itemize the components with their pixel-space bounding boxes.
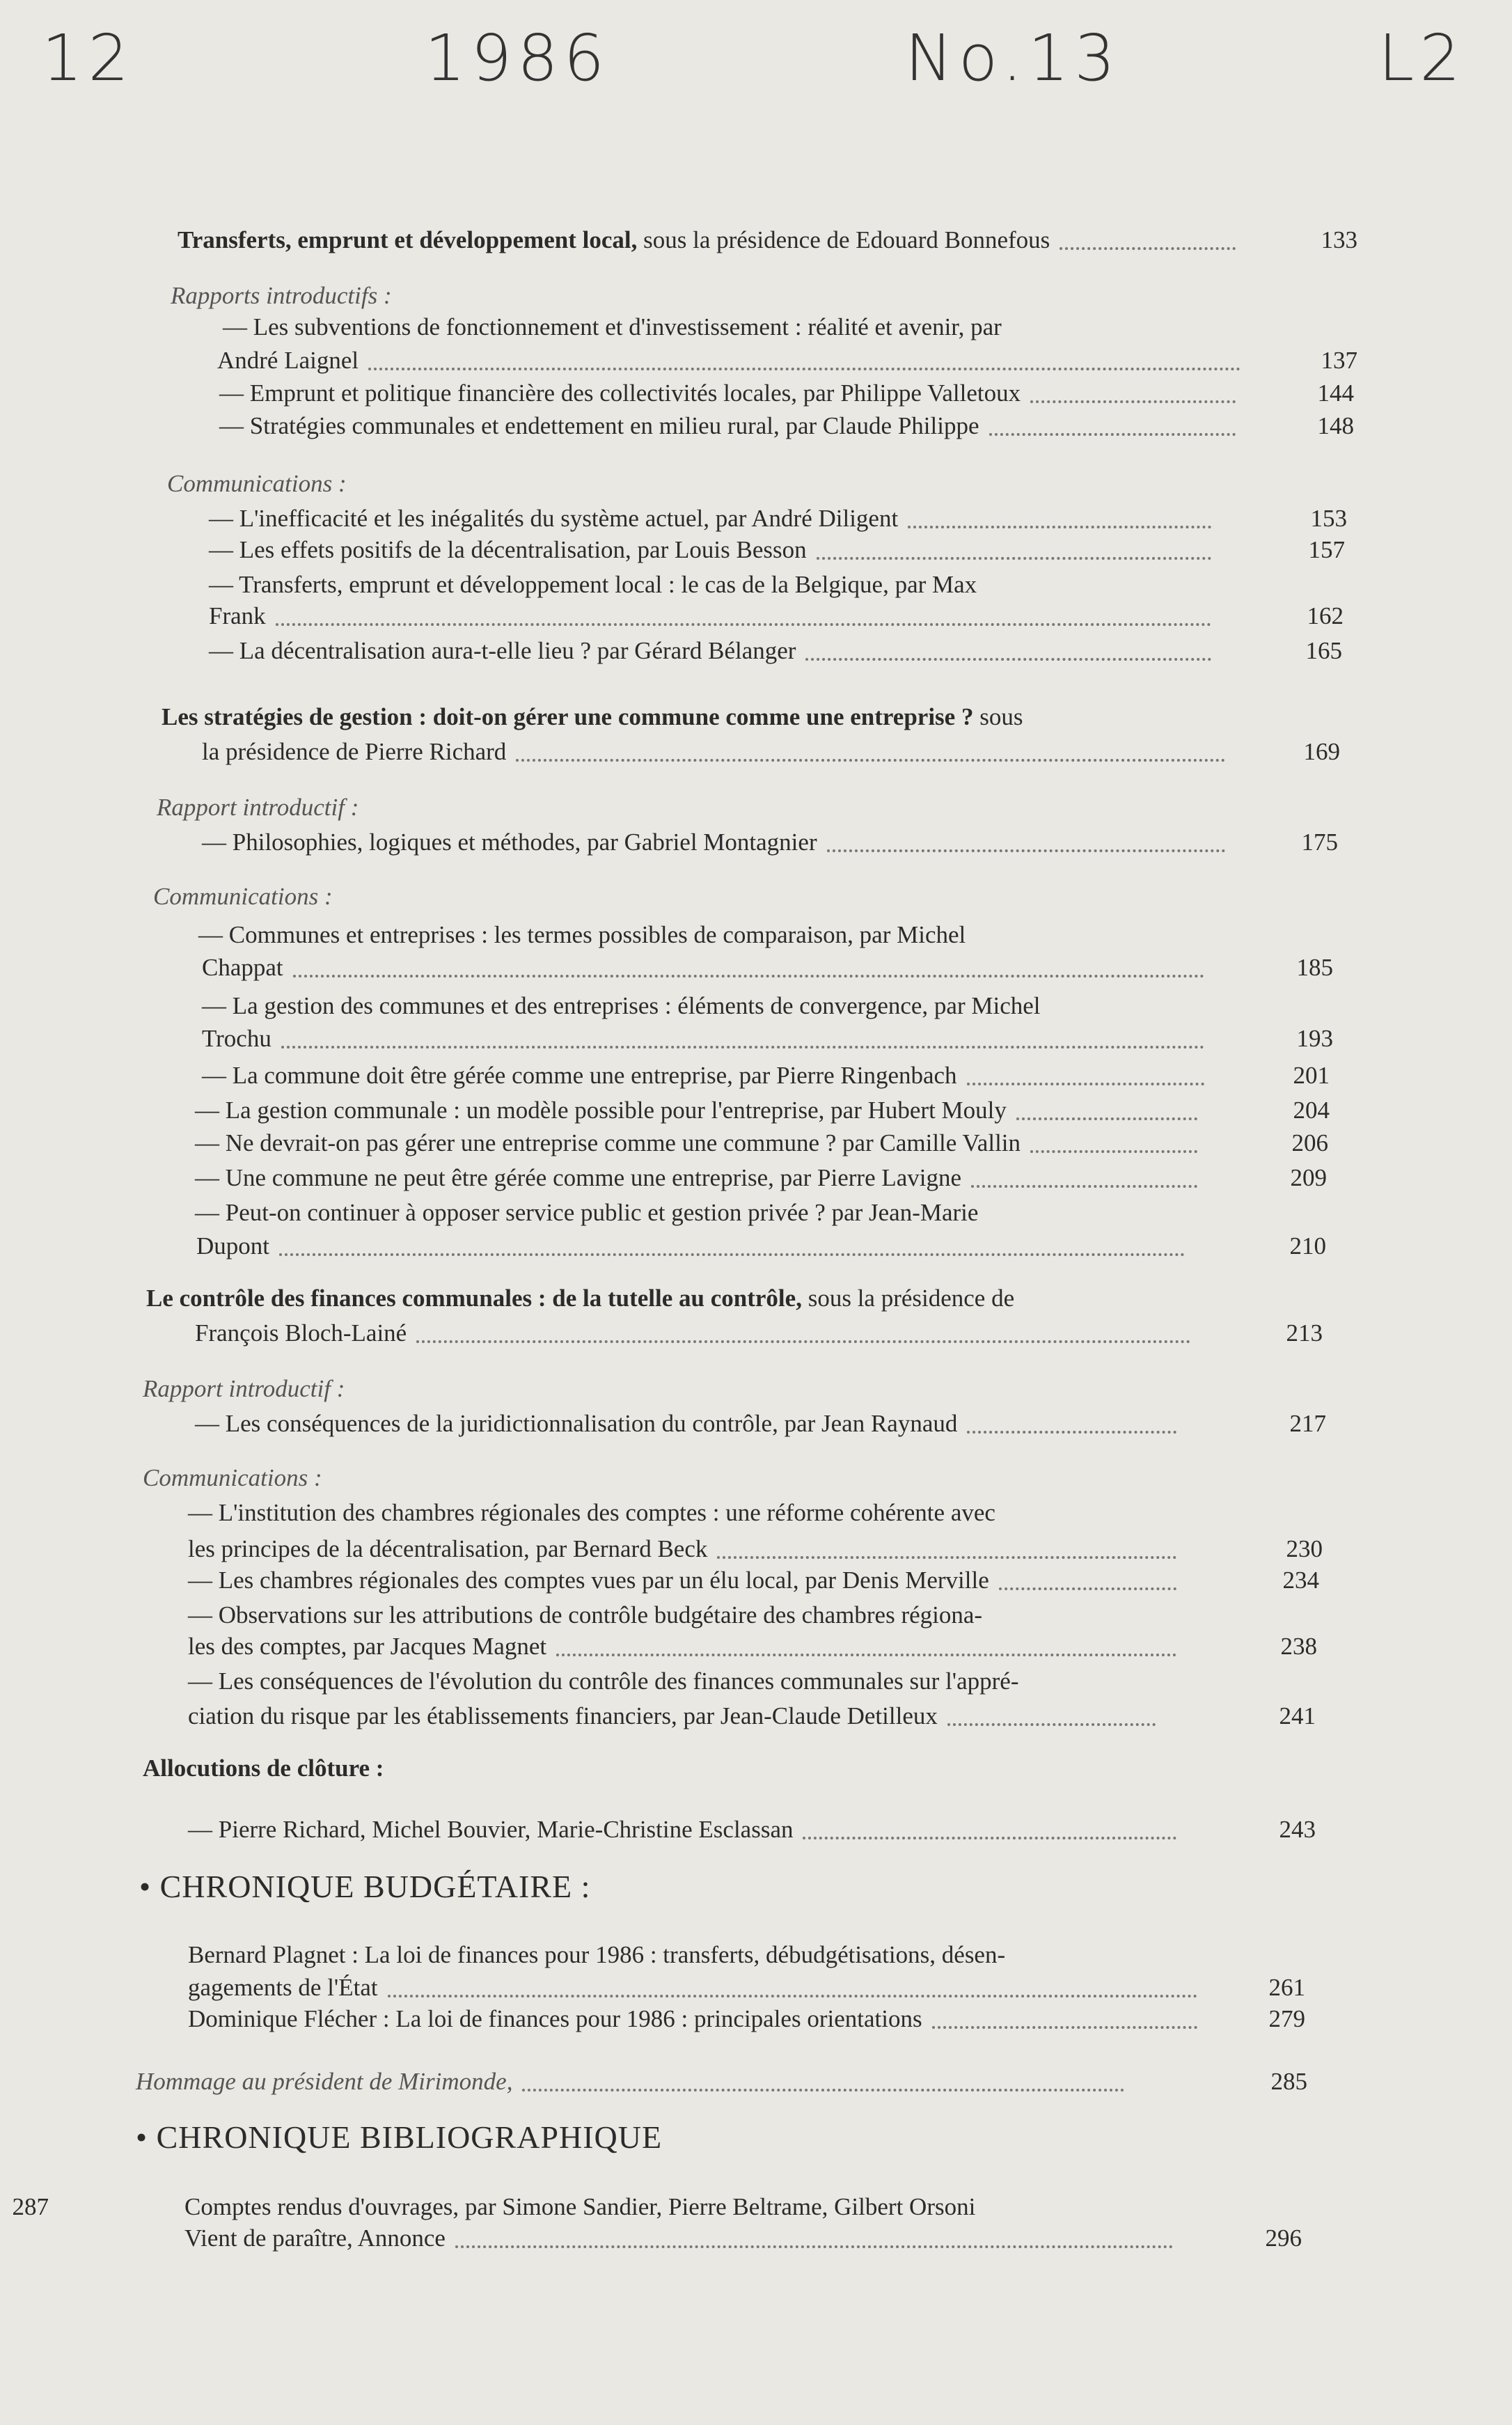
toc-entry-label: — Communes et entreprises : les termes possibles de comparaison, par Michel bbox=[198, 921, 966, 948]
handwritten-issue-number: No.13 bbox=[905, 21, 1121, 95]
toc-entry-text bbox=[188, 1998, 922, 2040]
toc-entry-text bbox=[139, 1866, 590, 1908]
toc-entry-label: Dominique Flécher : La loi de finances pour 1986 : principales orientations bbox=[188, 2005, 922, 2032]
toc-entry-label: — Les effets positifs de la décentralisation, par Louis Besson bbox=[209, 536, 807, 563]
toc-entry-text bbox=[153, 876, 333, 918]
toc-entry-label: Rapport introductif : bbox=[143, 1375, 345, 1402]
toc-section-title: Allocutions de clôture : bbox=[143, 1755, 384, 1782]
toc-page-number: 153 bbox=[1310, 505, 1347, 532]
toc-entry bbox=[0, 2218, 1512, 2259]
dot-leader bbox=[276, 623, 1211, 626]
toc-page-number: 175 bbox=[1301, 829, 1338, 856]
toc-entry-label: les des comptes, par Jacques Magnet bbox=[188, 1633, 547, 1660]
dot-leader bbox=[1030, 1150, 1197, 1153]
toc-entry-label: André Laignel bbox=[217, 347, 359, 374]
toc-entry-label: Vient de paraître, Annonce bbox=[184, 2224, 446, 2252]
toc-section-title: Les stratégies de gestion : doit-on gérer une commune comme une entreprise ? bbox=[162, 703, 974, 730]
toc-page-number: 137 bbox=[1321, 347, 1357, 374]
toc-entry-text bbox=[188, 1492, 995, 1534]
toc-page-number: 148 bbox=[1317, 412, 1354, 439]
toc-entry bbox=[0, 1018, 1512, 1060]
handwritten-number-left: 12 bbox=[42, 21, 135, 95]
toc-entry-text bbox=[202, 1018, 271, 1060]
toc-page-number: 157 bbox=[1308, 536, 1345, 563]
dot-leader bbox=[293, 975, 1204, 978]
dot-leader bbox=[967, 1083, 1204, 1085]
toc-entry-label: sous bbox=[973, 703, 1023, 730]
dot-leader bbox=[368, 368, 1241, 370]
toc-section-title: Transferts, emprunt et développement local, bbox=[178, 226, 638, 253]
toc-entry-text bbox=[202, 822, 817, 863]
toc-entry-text bbox=[188, 1695, 938, 1737]
toc-entry-text bbox=[195, 1312, 407, 1354]
toc-entry-text bbox=[219, 405, 979, 447]
toc-entry bbox=[0, 947, 1512, 989]
toc-entry-label: François Bloch-Lainé bbox=[195, 1319, 407, 1347]
toc-page-number: 206 bbox=[1291, 1129, 1328, 1156]
toc-entry-label: — Les chambres régionales des comptes vues par un élu local, par Denis Merville bbox=[188, 1567, 989, 1594]
toc-entry bbox=[0, 405, 1512, 447]
toc-page-number: 241 bbox=[1279, 1702, 1316, 1729]
toc-entry-label: Communications : bbox=[153, 883, 333, 910]
toc-entry-label: Trochu bbox=[202, 1025, 271, 1052]
toc-entry-label: — Emprunt et politique financière des collectivités locales, par Philippe Valletoux bbox=[219, 379, 1021, 407]
toc-entry-text bbox=[188, 1809, 793, 1851]
dot-leader bbox=[967, 1431, 1176, 1434]
toc-page-number: 243 bbox=[1279, 1816, 1316, 1843]
toc-entry-label: Chappat bbox=[202, 954, 283, 981]
toc-entry-label: — Observations sur les attributions de contrôle budgétaire des chambres régiona- bbox=[188, 1601, 983, 1629]
dot-leader bbox=[908, 526, 1211, 528]
dot-leader bbox=[971, 1185, 1197, 1188]
toc-page-number: 210 bbox=[1289, 1232, 1326, 1259]
toc-page-number: 279 bbox=[1268, 2005, 1305, 2032]
toc-page-number: 204 bbox=[1293, 1097, 1330, 1124]
toc-entry-label: Communications : bbox=[167, 470, 347, 497]
dot-leader bbox=[1060, 247, 1236, 250]
toc-page-number: 133 bbox=[1321, 226, 1357, 253]
toc-page-number: 296 bbox=[1265, 2224, 1302, 2252]
toc-entry-label: • CHRONIQUE BUDGÉTAIRE : bbox=[139, 1869, 591, 1904]
toc-entry-label: la présidence de Pierre Richard bbox=[202, 738, 507, 765]
dot-leader bbox=[947, 1723, 1156, 1726]
toc-entry-text bbox=[136, 2061, 512, 2103]
handwritten-year: 1986 bbox=[425, 21, 611, 95]
toc-entry bbox=[0, 1998, 1512, 2040]
toc-entry-label: — L'inefficacité et les inégalités du système actuel, par André Diligent bbox=[209, 505, 899, 532]
dot-leader bbox=[455, 2245, 1173, 2248]
toc-entry-label: les principes de la décentralisation, par Bernard Beck bbox=[188, 1535, 708, 1562]
toc-entry-text bbox=[178, 219, 1050, 261]
toc-entry bbox=[0, 219, 1512, 261]
toc-entry-label: — La gestion communale : un modèle possible pour l'entreprise, par Hubert Mouly bbox=[195, 1097, 1007, 1124]
dot-leader bbox=[999, 1587, 1176, 1590]
toc-entry-label: Frank bbox=[209, 602, 266, 629]
toc-entry-label: — La gestion des communes et des entreprises : éléments de convergence, par Michel bbox=[202, 992, 1041, 1019]
toc-entry-label: — Pierre Richard, Michel Bouvier, Marie-Christine Esclassan bbox=[188, 1816, 794, 1843]
dot-leader bbox=[803, 1837, 1176, 1839]
toc-entry-label: Comptes rendus d'ouvrages, par Simone Sandier, Pierre Beltrame, Gilbert Orsoni bbox=[184, 2193, 976, 2220]
dot-leader bbox=[522, 2089, 1124, 2092]
toc-entry-label: — La commune doit être gérée comme une entreprise, par Pierre Ringenbach bbox=[202, 1062, 957, 1089]
toc-entry-label: Hommage au président de Mirimonde, bbox=[136, 2068, 513, 2095]
toc-entry bbox=[0, 1748, 1512, 1789]
toc-entry-label: — Stratégies communales et endettement en milieu rural, par Claude Philippe bbox=[219, 412, 979, 439]
toc-page-number: 185 bbox=[1296, 954, 1333, 981]
toc-entry-label: Bernard Plagnet : La loi de finances pour 1986 : transferts, débudgétisations, désen- bbox=[188, 1941, 1006, 1968]
toc-entry bbox=[0, 1403, 1512, 1445]
toc-entry-text bbox=[196, 1225, 269, 1267]
toc-page-number: 213 bbox=[1286, 1319, 1323, 1347]
toc-page-number: 162 bbox=[1307, 602, 1344, 629]
dot-leader bbox=[281, 1046, 1204, 1049]
toc-page-number: 209 bbox=[1290, 1164, 1327, 1191]
toc-page-number: 234 bbox=[1282, 1567, 1319, 1594]
toc-entry-text bbox=[195, 1403, 957, 1445]
dot-leader bbox=[1016, 1117, 1197, 1120]
toc-entry-label: — Ne devrait-on pas gérer une entreprise comme une commune ? par Camille Vallin bbox=[195, 1129, 1021, 1156]
toc-entry-label: Rapports introductifs : bbox=[171, 282, 392, 309]
dot-leader bbox=[556, 1654, 1176, 1656]
toc-entry bbox=[0, 2117, 1512, 2158]
toc-entry-label: — Une commune ne peut être gérée comme une entreprise, par Pierre Lavigne bbox=[195, 1164, 962, 1191]
dot-leader bbox=[817, 557, 1211, 560]
toc-entry bbox=[0, 1492, 1512, 1534]
toc-entry-label: — L'institution des chambres régionales des comptes : une réforme cohérente avec bbox=[188, 1499, 995, 1526]
dot-leader bbox=[1030, 400, 1236, 403]
toc-page-number: 261 bbox=[1268, 1974, 1305, 2001]
toc-entry bbox=[0, 2061, 1512, 2103]
toc-entry-text bbox=[184, 2218, 446, 2259]
toc-entry bbox=[0, 1809, 1512, 1851]
toc-page-number: 230 bbox=[1286, 1535, 1323, 1562]
dot-leader bbox=[805, 658, 1211, 661]
toc-page-number: 285 bbox=[1270, 2068, 1307, 2095]
toc-section-title: Le contrôle des finances communales : de la tutelle au contrôle, bbox=[146, 1285, 802, 1312]
toc-entry-label: Communications : bbox=[143, 1464, 322, 1491]
toc-entry-label: sous la présidence de bbox=[801, 1285, 1015, 1312]
toc-entry-label: — Les conséquences de la juridictionnalisation du contrôle, par Jean Raynaud bbox=[195, 1410, 958, 1437]
toc-entry bbox=[0, 1312, 1512, 1354]
toc-entry bbox=[0, 876, 1512, 918]
handwritten-number-right: L2 bbox=[1378, 21, 1466, 95]
dot-leader bbox=[989, 433, 1236, 436]
toc-entry-label: Rapport introductif : bbox=[157, 794, 359, 821]
toc-entry-label: gagements de l'État bbox=[188, 1974, 378, 2001]
toc-page-number: 165 bbox=[1305, 637, 1342, 664]
toc-entry-label: — La décentralisation aura-t-elle lieu ? par Gérard Bélanger bbox=[209, 637, 796, 664]
toc-entry bbox=[0, 1225, 1512, 1267]
toc-page-number: 238 bbox=[1280, 1633, 1317, 1660]
toc-entry bbox=[0, 630, 1512, 672]
toc-entry-label: Dupont bbox=[196, 1232, 269, 1259]
dot-leader bbox=[388, 1995, 1197, 1998]
toc-entry-label: • CHRONIQUE BIBLIOGRAPHIQUE bbox=[136, 2119, 663, 2155]
toc-page-number: 144 bbox=[1317, 379, 1354, 407]
toc-entry-label: — Transferts, emprunt et développement local : le cas de la Belgique, par Max bbox=[209, 571, 977, 598]
toc-page-number: 287 bbox=[12, 2193, 49, 2220]
toc-entry-text bbox=[202, 947, 283, 989]
toc-page-number: 193 bbox=[1296, 1025, 1333, 1052]
toc-entry-text bbox=[209, 630, 796, 672]
dot-leader bbox=[827, 849, 1225, 852]
dot-leader bbox=[279, 1253, 1185, 1256]
toc-entry-text bbox=[143, 1748, 384, 1789]
toc-entry-label: sous la présidence de Edouard Bonnefous bbox=[637, 226, 1050, 253]
toc-entry-label: — Peut-on continuer à opposer service public et gestion privée ? par Jean-Marie bbox=[195, 1199, 979, 1226]
toc-page-number: 169 bbox=[1303, 738, 1340, 765]
toc-entry-label: ciation du risque par les établissements financiers, par Jean-Claude Detilleux bbox=[188, 1702, 938, 1729]
toc-page-number: 217 bbox=[1289, 1410, 1326, 1437]
dot-leader bbox=[932, 2026, 1197, 2029]
toc-entry-label: — Philosophies, logiques et méthodes, par Gabriel Montagnier bbox=[202, 829, 817, 856]
dot-leader bbox=[717, 1556, 1176, 1559]
toc-entry-label: — Les subventions de fonctionnement et d'investissement : réalité et avenir, par bbox=[223, 313, 1002, 340]
toc-entry bbox=[0, 1695, 1512, 1737]
toc-entry bbox=[0, 731, 1512, 773]
dot-leader bbox=[416, 1340, 1190, 1343]
toc-entry-label: — Les conséquences de l'évolution du contrôle des finances communales sur l'appré- bbox=[188, 1667, 1019, 1695]
toc-entry-text bbox=[136, 2117, 662, 2158]
dot-leader bbox=[516, 759, 1225, 762]
toc-entry bbox=[0, 822, 1512, 863]
toc-entry bbox=[0, 1866, 1512, 1908]
toc-entry-text bbox=[202, 731, 506, 773]
toc-page-number: 201 bbox=[1293, 1062, 1330, 1089]
